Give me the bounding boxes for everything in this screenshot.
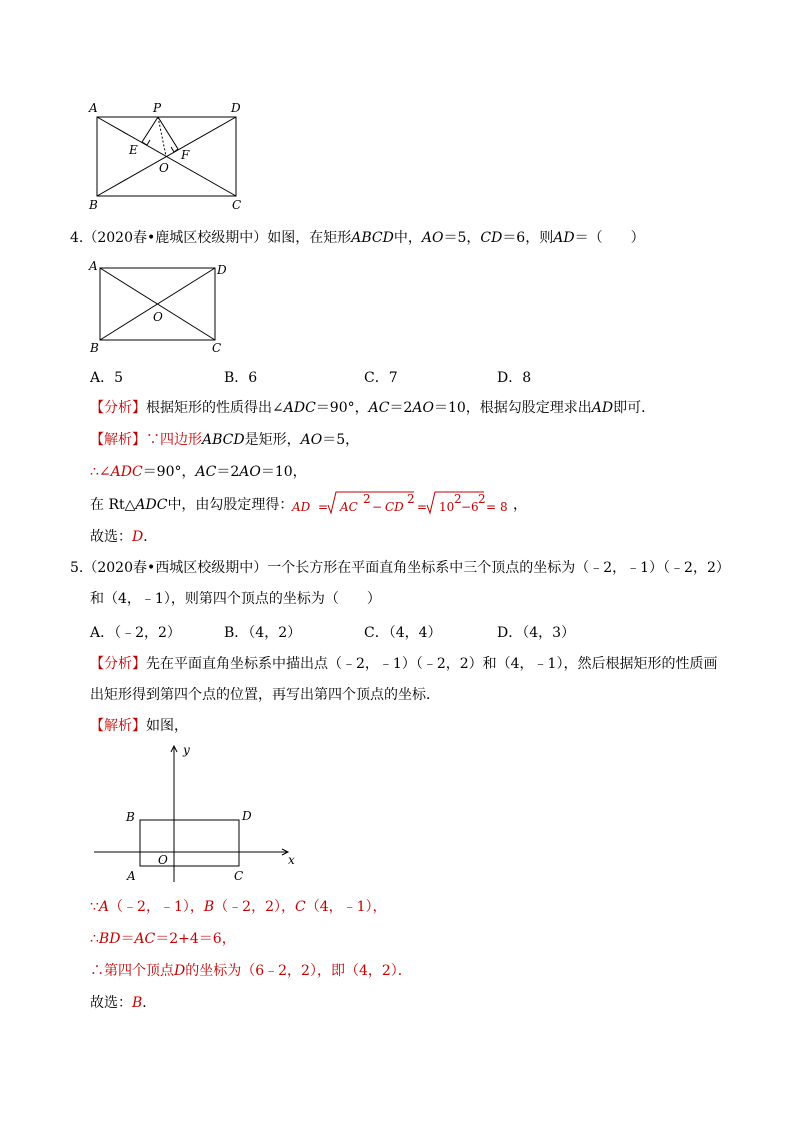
q5-option-c: C．（4，4）	[364, 625, 442, 641]
q4-option-b: B．6	[224, 370, 258, 386]
q5-number: 5.	[70, 560, 84, 576]
q5-analysis-line1: 【分析】先在平面直角坐标系中描出点（﹣2，﹣1）（﹣2，2）和（4，﹣1），然后根据矩形的性质画	[90, 656, 718, 672]
q4-analysis: 【分析】根据矩形的性质得出∠ADC＝90°，AC＝2AO＝10，根据勾股定理求出AD即可．	[90, 400, 656, 416]
q4-formula-end: ，	[513, 497, 527, 513]
formula-six: 6	[471, 500, 479, 514]
q4-solution-line2: ∴∠ADC＝90°，AC＝2AO＝10，	[90, 464, 307, 480]
q4-answer-letter: D	[132, 529, 144, 545]
label-x: x	[288, 853, 295, 867]
formula-minus1: −	[372, 500, 383, 514]
label-e: E	[129, 143, 138, 157]
formula-cd: CD	[385, 500, 404, 514]
q4-solution-tag: 【解析】	[90, 432, 146, 448]
rectangle-abcd	[140, 820, 239, 866]
q4-option-d: D．8	[497, 370, 532, 386]
q4-answer: 故选：D．	[90, 529, 158, 545]
segment-pe	[142, 117, 158, 142]
label-a: A	[89, 259, 98, 273]
q5-analysis-tag: 【分析】	[90, 656, 146, 672]
figure-q4-rectangle	[85, 255, 235, 357]
label-b: B	[89, 198, 98, 211]
label-c: C	[234, 869, 244, 883]
label-b: B	[126, 810, 135, 824]
q4-option-a: A．5	[90, 370, 124, 386]
label-d: D	[231, 101, 241, 115]
label-a: A	[89, 101, 98, 115]
q4-solution-line1: 【解析】∵四边形ABCD是矩形，AO＝5，	[90, 432, 360, 448]
q4-source: （2020春•鹿城区校级期中）	[83, 230, 268, 246]
formula-eq2: =	[417, 500, 428, 514]
q4-solution-line3: 在 Rt△ADC中，由勾股定理得：	[90, 497, 294, 513]
q5-option-a: A．（﹣2，2）	[90, 625, 181, 641]
q5-solution-line3: ∴第四个顶点D的坐标为（6﹣2，2），即（4，2）．	[90, 963, 412, 979]
q5-answer: 故选：B．	[90, 995, 157, 1011]
label-o: O	[153, 310, 163, 324]
q4-analysis-tag: 【分析】	[90, 400, 146, 416]
q5-solution-intro: 【解析】如图，	[90, 718, 188, 734]
q5-solution-tag: 【解析】	[90, 718, 146, 734]
label-d: D	[242, 809, 252, 823]
formula-minus2: −	[461, 500, 472, 514]
formula-ac: AC	[340, 500, 358, 514]
label-c: C	[232, 198, 242, 211]
formula-sup2: 2	[407, 492, 415, 506]
formula-eq3: =	[486, 500, 497, 514]
label-o: O	[158, 853, 168, 867]
q4-option-c: C．7	[364, 370, 398, 386]
formula-eq1: =	[318, 500, 329, 514]
label-c: C	[212, 341, 222, 355]
q4-pythagoras-formula	[290, 488, 520, 520]
q4-stem: 4.（2020春•鹿城区校级期中）如图，在矩形ABCD中，AO＝5，CD＝6，则AD＝（ ）	[70, 230, 645, 246]
figure-rectangle-pef	[85, 96, 255, 211]
formula-sup1: 2	[363, 492, 371, 506]
label-y: y	[183, 743, 190, 757]
label-a: A	[127, 869, 136, 883]
q5-stem-line2: 和（4，﹣1），则第四个顶点的坐标为（ ）	[90, 591, 381, 607]
q4-number: 4.	[70, 230, 84, 246]
label-d: D	[217, 263, 227, 277]
q5-stem-line1: 5.（2020春•西城区校级期中）一个长方形在平面直角坐标系中三个顶点的坐标为（﹣2，﹣1）（﹣2，2）	[70, 560, 730, 576]
q5-option-b: B．（4，2）	[224, 625, 302, 641]
q5-solution-line1: ∵A（﹣2，﹣1），B（﹣2，2），C（4，﹣1），	[90, 899, 387, 915]
q5-answer-letter: B	[132, 995, 143, 1011]
formula-sup3: 2	[454, 492, 462, 506]
formula-ad: AD	[292, 500, 311, 514]
formula-eight: 8	[500, 500, 508, 514]
figure-q5-coordinate-plane	[90, 740, 310, 885]
q5-analysis-line2: 出矩形得到第四个点的位置，再写出第四个顶点的坐标．	[90, 687, 440, 703]
formula-sup4: 2	[478, 492, 486, 506]
label-o: O	[159, 161, 169, 175]
label-f: F	[181, 148, 190, 162]
q5-solution-line2: ∴BD＝AC＝2+4＝6，	[90, 931, 236, 947]
label-p: P	[153, 101, 162, 115]
formula-ten: 10	[439, 500, 455, 514]
q5-option-d: D．（4，3）	[497, 625, 576, 641]
label-b: B	[90, 341, 99, 355]
